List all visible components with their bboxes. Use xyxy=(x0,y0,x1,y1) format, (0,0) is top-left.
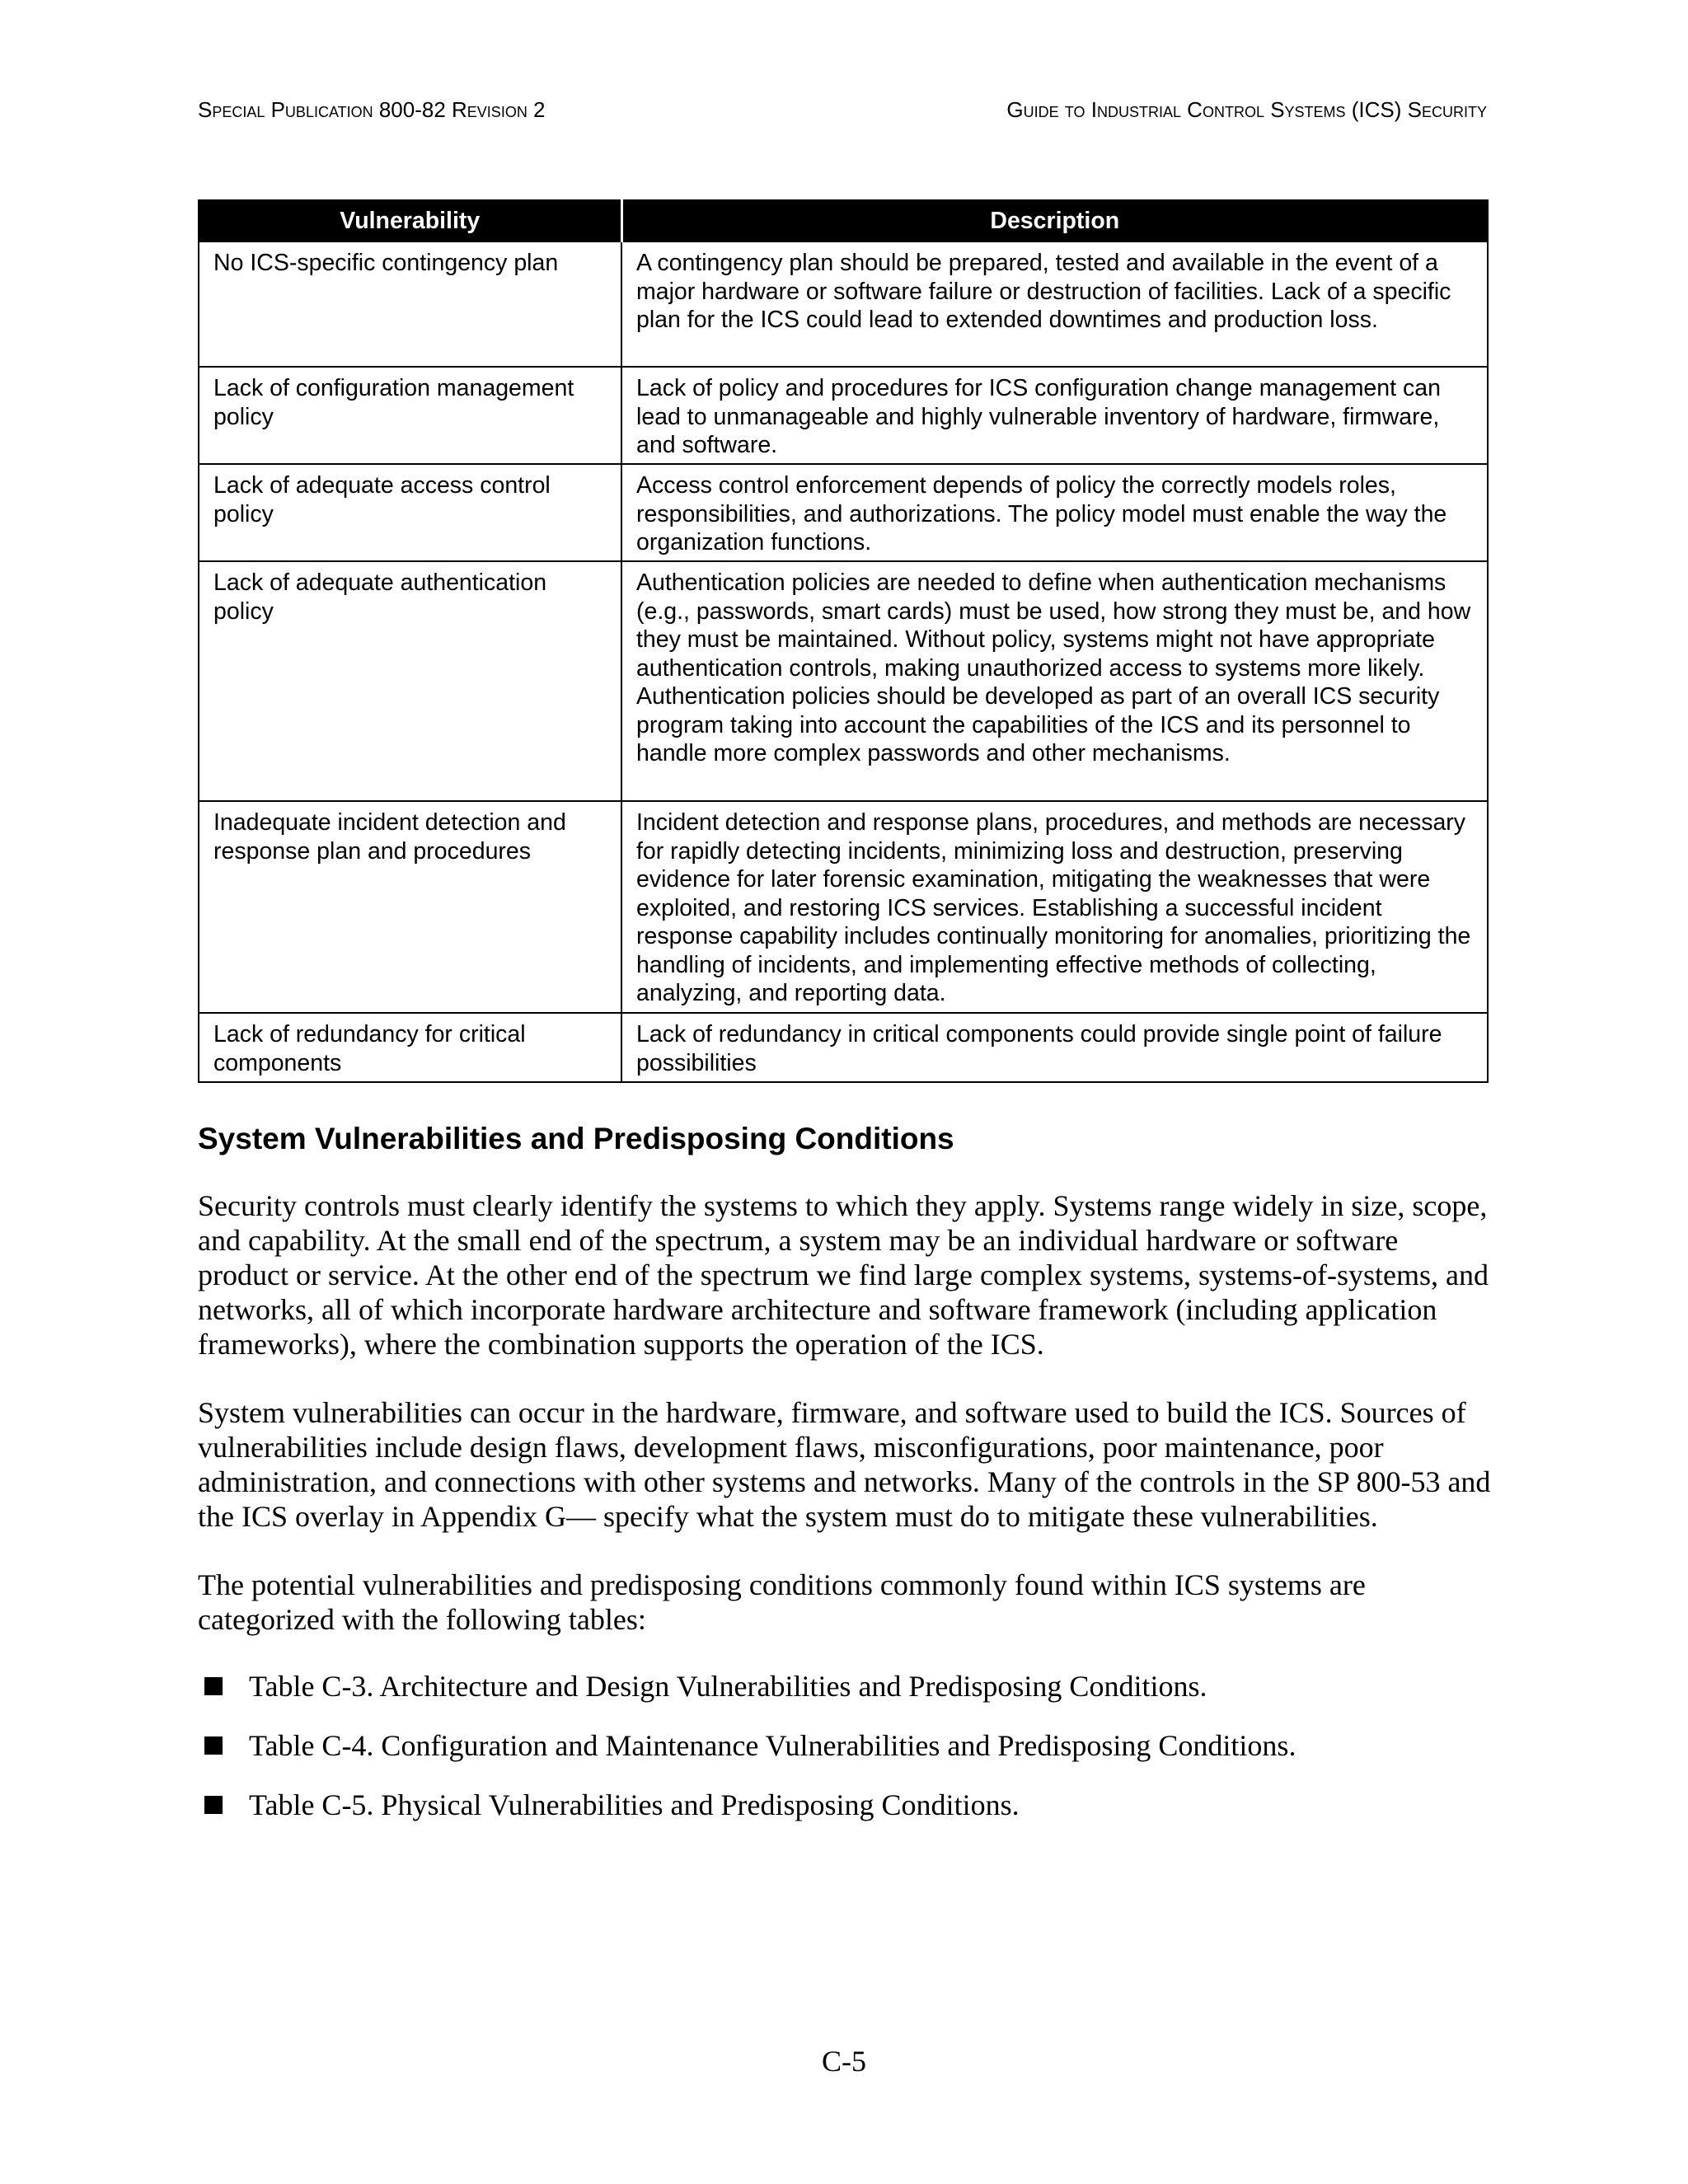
vulnerability-cell: Lack of adequate authentication policy xyxy=(199,561,621,801)
vulnerability-cell: No ICS-specific contingency plan xyxy=(199,241,621,367)
vulnerability-cell: Inadequate incident detection and response plan and procedures xyxy=(199,801,621,1013)
description-cell: Access control enforcement depends of policy the correctly models roles, responsibilities, and authorizations. The policy model must enable the way the organization functions. xyxy=(621,464,1488,561)
body-paragraph: System vulnerabilities can occur in the hardware, firmware, and software used to build the ICS. Sources of vulnerabilities include design flaws, development flaws, misconfigurations, poor maintenance, poor administration, and connections with other systems and networks. Many of the controls in the SP 800-53 and the ICS overlay in Appendix G— specify what the system must do to mitigate these vulnerabilities. xyxy=(198,1396,1491,1533)
table-row xyxy=(199,241,1488,367)
list-item xyxy=(198,1788,1492,1822)
table-row xyxy=(199,367,1488,464)
table-header-row xyxy=(199,200,1488,241)
description-cell: Lack of redundancy in critical components could provide single point of failure possibilities xyxy=(621,1013,1488,1082)
section-heading: System Vulnerabilities and Predisposing Conditions xyxy=(198,1122,954,1155)
list-item-text: Table C-4. Configuration and Maintenance Vulnerabilities and Predisposing Conditions. xyxy=(249,1729,1296,1762)
list-item xyxy=(198,1669,1492,1704)
description-cell: Authentication policies are needed to define when authentication mechanisms (e.g., passwords, smart cards) must be used, how strong they must be, and how they must be maintained. Without policy, systems might not have appropriate authentication controls, making unauthorized access to systems more likely. Authentication policies should be developed as part of an overall ICS security program taking into account the capabilities of the ICS and its personnel to handle more complex passwords and other mechanisms. xyxy=(621,561,1488,801)
table-reference-list xyxy=(198,1669,1492,1847)
page-number: C-5 xyxy=(822,2045,866,2078)
vulnerability-table xyxy=(198,199,1489,1083)
vulnerability-cell: Lack of redundancy for critical components xyxy=(199,1013,621,1082)
square-bullet-icon xyxy=(204,1677,223,1695)
column-header-description: Description xyxy=(621,200,1488,241)
square-bullet-icon xyxy=(204,1796,223,1814)
list-item xyxy=(198,1728,1492,1763)
description-cell: Incident detection and response plans, procedures, and methods are necessary for rapidly detecting incidents, minimizing loss and destruction, preserving evidence for later forensic examination, mitigating the weaknesses that were exploited, and restoring ICS services. Establishing a successful incident response capability includes continually monitoring for anomalies, prioritizing the handling of incidents, and implementing effective methods of collecting, analyzing, and reporting data. xyxy=(621,801,1488,1013)
list-item-text: Table C-3. Architecture and Design Vulnerabilities and Predisposing Conditions. xyxy=(249,1670,1207,1703)
column-header-vulnerability: Vulnerability xyxy=(199,200,621,241)
vulnerability-cell: Lack of adequate access control policy xyxy=(199,464,621,561)
table-row xyxy=(199,464,1488,561)
vulnerability-cell: Lack of configuration management policy xyxy=(199,367,621,464)
table-row xyxy=(199,561,1488,801)
running-header xyxy=(198,97,1487,123)
description-cell: Lack of policy and procedures for ICS configuration change management can lead to unmanageable and highly vulnerable inventory of hardware, firmware, and software. xyxy=(621,367,1488,464)
body-paragraph: The potential vulnerabilities and predisposing conditions commonly found within ICS systems are categorized with the following tables: xyxy=(198,1568,1366,1636)
table-row xyxy=(199,801,1488,1013)
table-row xyxy=(199,1013,1488,1082)
list-item-text: Table C-5. Physical Vulnerabilities and Predisposing Conditions. xyxy=(249,1788,1020,1821)
header-publication: Special Publication 800-82 Revision 2 xyxy=(198,97,546,122)
description-cell: A contingency plan should be prepared, tested and available in the event of a major hardware or software failure or destruction of facilities. Lack of a specific plan for the ICS could lead to extended downtimes and production loss. xyxy=(621,241,1488,367)
square-bullet-icon xyxy=(204,1736,223,1755)
body-paragraph: Security controls must clearly identify the systems to which they apply. Systems range widely in size, scope, and capability. At the small end of the spectrum, a system may be an individual hardware or software product or service. At the other end of the spectrum we find large complex systems, systems-of-systems, and networks, all of which incorporate hardware architecture and software framework (including application frameworks), where the combination supports the operation of the ICS. xyxy=(198,1189,1489,1361)
header-guide-title: Guide to Industrial Control Systems (ICS) Security xyxy=(1006,97,1487,122)
